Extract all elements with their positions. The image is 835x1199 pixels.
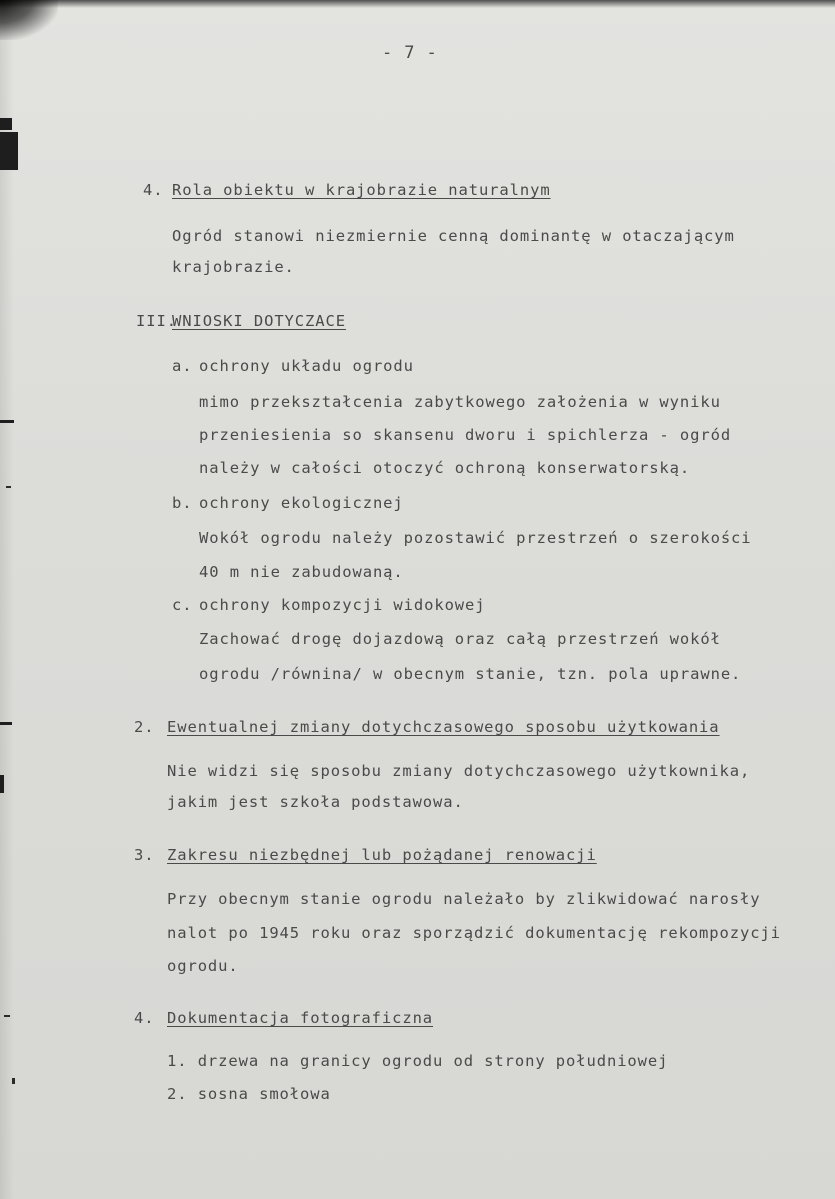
item-heading: ochrony ekologicznej <box>199 494 404 512</box>
item-heading: ochrony układu ogrodu <box>199 357 414 375</box>
paragraph-line: Przy obecnym stanie ogrodu należało by zlikwidować narosły <box>167 890 761 908</box>
page-top-edge-shadow <box>0 0 835 8</box>
paper-speck <box>6 486 11 488</box>
list-item: 1. drzewa na granicy ogrodu od strony południowej <box>167 1052 669 1070</box>
point-number: 2. <box>134 718 155 736</box>
binder-mark <box>0 132 18 170</box>
binder-mark <box>0 775 4 793</box>
paragraph-line: Zachować drogę dojazdową oraz całą przestrzeń wokół <box>199 630 721 648</box>
paragraph-line: Ogród stanowi niezmiernie cenną dominantę w otaczającym <box>172 227 735 245</box>
paragraph-line: krajobrazie. <box>172 258 295 276</box>
list-item: 2. sosna smołowa <box>167 1085 331 1103</box>
paper-speck <box>4 1015 10 1017</box>
item-heading: ochrony kompozycji widokowej <box>199 596 486 614</box>
paragraph-line: należy w całości otoczyć ochroną konserwatorską. <box>199 459 691 477</box>
point-number: 3. <box>134 846 155 864</box>
item-label: b. <box>172 494 193 512</box>
item-label: a. <box>172 357 193 375</box>
paragraph-line: 40 m nie zabudowaną. <box>199 563 404 581</box>
point-heading: Ewentualnej zmiany dotychczasowego sposobu użytkowania <box>167 718 720 736</box>
section-heading: WNIOSKI DOTYCZACE <box>172 312 346 330</box>
corner-ink-blot <box>0 0 58 40</box>
paragraph-line: przeniesienia so skansenu dworu i spichlerza - ogród <box>199 426 732 444</box>
paragraph-line: nalot po 1945 roku oraz sporządzić dokumentację rekompozycji <box>167 924 781 942</box>
page-number: - 7 - <box>382 43 438 63</box>
point-heading: Dokumentacja fotograficzna <box>167 1009 434 1027</box>
item-label: c. <box>172 596 193 614</box>
binder-mark <box>0 420 14 423</box>
paragraph-line: jakim jest szkoła podstawowa. <box>167 793 464 811</box>
paragraph-line: ogrodu. <box>167 957 239 975</box>
page-left-edge-shadow <box>0 0 14 1199</box>
paragraph-line: ogrodu /równina/ w obecnym stanie, tzn. pola uprawne. <box>199 665 742 683</box>
point-heading: Zakresu niezbędnej lub pożądanej renowacji <box>167 846 597 864</box>
section-number: III. <box>136 312 177 330</box>
binder-mark <box>0 722 12 725</box>
section-heading: Rola obiektu w krajobrazie naturalnym <box>172 181 551 199</box>
paragraph-line: Nie widzi się sposobu zmiany dotychczasowego użytkownika, <box>167 762 751 780</box>
section-number: 4. <box>143 181 164 199</box>
binder-mark <box>0 118 12 130</box>
paper-speck <box>12 1078 15 1084</box>
paragraph-line: mimo przekształcenia zabytkowego założenia w wyniku <box>199 393 721 411</box>
point-number: 4. <box>134 1009 155 1027</box>
paragraph-line: Wokół ogrodu należy pozostawić przestrzeń o szerokości <box>199 529 752 547</box>
